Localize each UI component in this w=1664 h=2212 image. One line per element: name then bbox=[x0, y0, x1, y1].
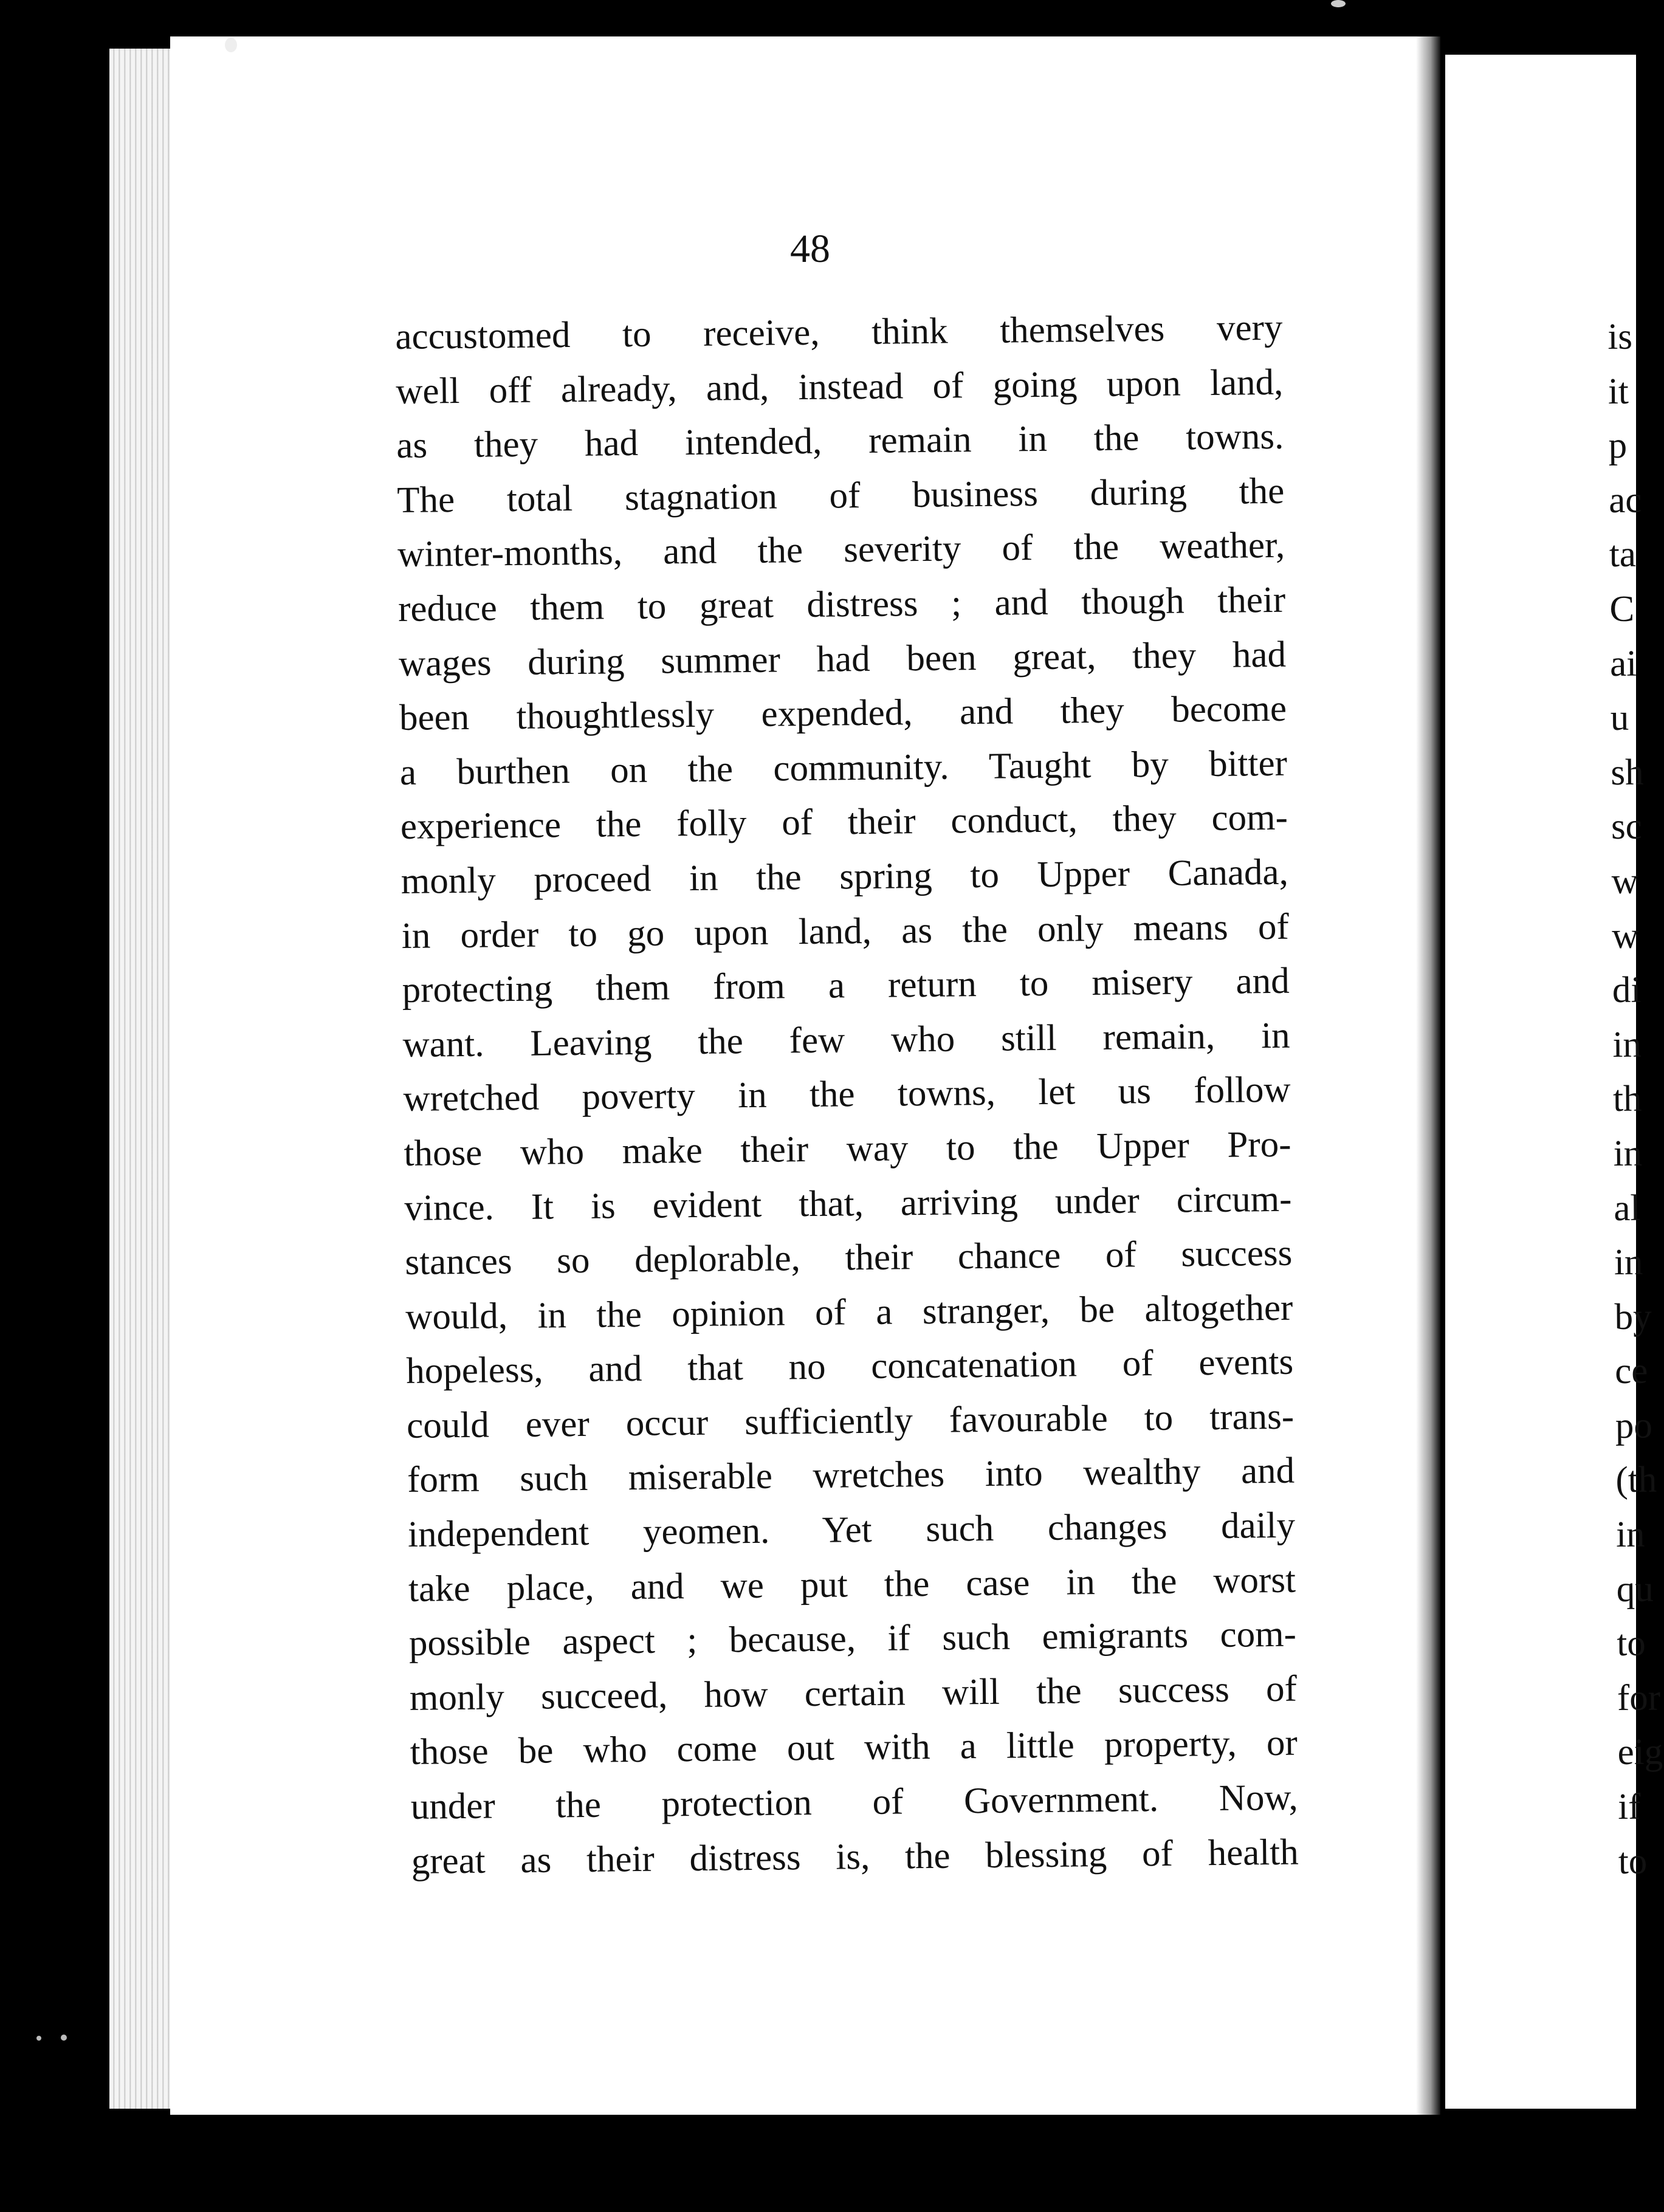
text-line: reduce them to great distress ; and though their bbox=[397, 579, 1286, 630]
facing-text-fragment: in bbox=[1615, 1514, 1645, 1556]
text-line: those who make their way to the Upper Pro- bbox=[404, 1124, 1291, 1174]
text-line: a burthen on the community. Taught by bitter bbox=[399, 743, 1288, 793]
facing-text-fragment: (th bbox=[1615, 1459, 1657, 1501]
text-line: been thoughtlessly expended, and they become bbox=[399, 688, 1287, 739]
facing-text-fragment: in bbox=[1614, 1242, 1643, 1283]
text-line: vince. It is evident that, arriving under circum- bbox=[404, 1178, 1292, 1229]
scan-speck bbox=[1331, 0, 1346, 7]
text-line: possible aspect ; because, if such emigrants com- bbox=[408, 1613, 1297, 1664]
text-line: experience the folly of their conduct, they com- bbox=[400, 797, 1288, 848]
text-line: would, in the opinion of a stranger, be altogether bbox=[405, 1287, 1293, 1338]
text-line: could ever occur sufficiently favourable to trans- bbox=[406, 1396, 1294, 1446]
facing-text-fragment: sh bbox=[1611, 752, 1644, 793]
text-line: as they had intended, remain in the towns. bbox=[396, 416, 1284, 467]
facing-text-fragment: u bbox=[1610, 697, 1629, 739]
page-leaf-edges bbox=[109, 49, 176, 2109]
facing-text-fragment: th bbox=[1612, 1078, 1642, 1120]
scan-speck bbox=[225, 38, 237, 52]
page-number: 48 bbox=[790, 227, 830, 271]
text-line: those be who come out with a little property, or bbox=[410, 1723, 1298, 1773]
scan-speck bbox=[36, 2036, 41, 2041]
facing-text-fragment: ac bbox=[1608, 479, 1642, 521]
facing-text-fragment: qu bbox=[1616, 1568, 1654, 1610]
body-text bbox=[395, 301, 1299, 1889]
facing-text-fragment: w bbox=[1611, 915, 1639, 957]
text-line: monly succeed, how certain will the success of bbox=[409, 1668, 1298, 1719]
text-line: monly proceed in the spring to Upper Canada, bbox=[401, 851, 1289, 902]
facing-text-fragment: to bbox=[1617, 1623, 1646, 1664]
facing-text-fragment: to bbox=[1618, 1841, 1648, 1882]
text-line: accustomed to receive, think themselves very bbox=[395, 307, 1283, 357]
scan-speck bbox=[61, 2035, 67, 2041]
facing-text-fragment: ai bbox=[1609, 643, 1637, 684]
text-line: want. Leaving the few who still remain, in bbox=[402, 1015, 1290, 1065]
facing-text-fragment: is bbox=[1607, 316, 1633, 357]
facing-text-fragment: in bbox=[1612, 1024, 1642, 1065]
facing-text-fragment: ta bbox=[1609, 534, 1637, 575]
facing-text-fragment: di bbox=[1612, 969, 1642, 1011]
facing-text-fragment: if bbox=[1617, 1786, 1641, 1827]
text-line: protecting them from a return to misery and bbox=[402, 960, 1290, 1011]
text-line: take place, and we put the case in the worst bbox=[408, 1559, 1296, 1610]
text-line: winter-months, and the severity of the weather, bbox=[397, 525, 1285, 575]
text-line: well off already, and, instead of going upon land, bbox=[396, 362, 1284, 412]
facing-text-fragment: ce bbox=[1614, 1350, 1648, 1392]
text-line: in order to go upon land, as the only means of bbox=[401, 906, 1290, 957]
text-line: stances so deplorable, their chance of success bbox=[405, 1232, 1293, 1283]
facing-text-fragment: p bbox=[1608, 425, 1628, 467]
facing-text-fragment: by bbox=[1614, 1296, 1652, 1338]
text-line: great as their distress is, the blessing of health bbox=[411, 1832, 1299, 1882]
text-line: wages during summer had been great, they had bbox=[398, 634, 1287, 684]
text-line: hopeless, and that no concatenation of events bbox=[405, 1341, 1294, 1392]
facing-text-fragment: eig bbox=[1617, 1731, 1663, 1773]
facing-text-fragment: it bbox=[1607, 371, 1629, 412]
text-line: form such miserable wretches into wealthy and bbox=[407, 1451, 1295, 1501]
book-gutter bbox=[1416, 36, 1440, 2115]
facing-text-fragment: al bbox=[1614, 1187, 1641, 1229]
facing-text-fragment: w bbox=[1611, 860, 1638, 902]
text-line: wretched poverty in the towns, let us follow bbox=[403, 1069, 1291, 1120]
facing-text-fragment: in bbox=[1613, 1133, 1643, 1174]
facing-text-fragment: sc bbox=[1611, 806, 1643, 848]
text-line: independent yeomen. Yet such changes daily bbox=[407, 1505, 1296, 1555]
facing-text-fragment: po bbox=[1615, 1405, 1653, 1446]
facing-text-fragment: C bbox=[1609, 588, 1635, 630]
facing-text-fragment: for bbox=[1617, 1677, 1661, 1719]
text-line: The total stagnation of business during the bbox=[396, 470, 1285, 521]
text-line: under the protection of Government. Now, bbox=[410, 1777, 1299, 1827]
